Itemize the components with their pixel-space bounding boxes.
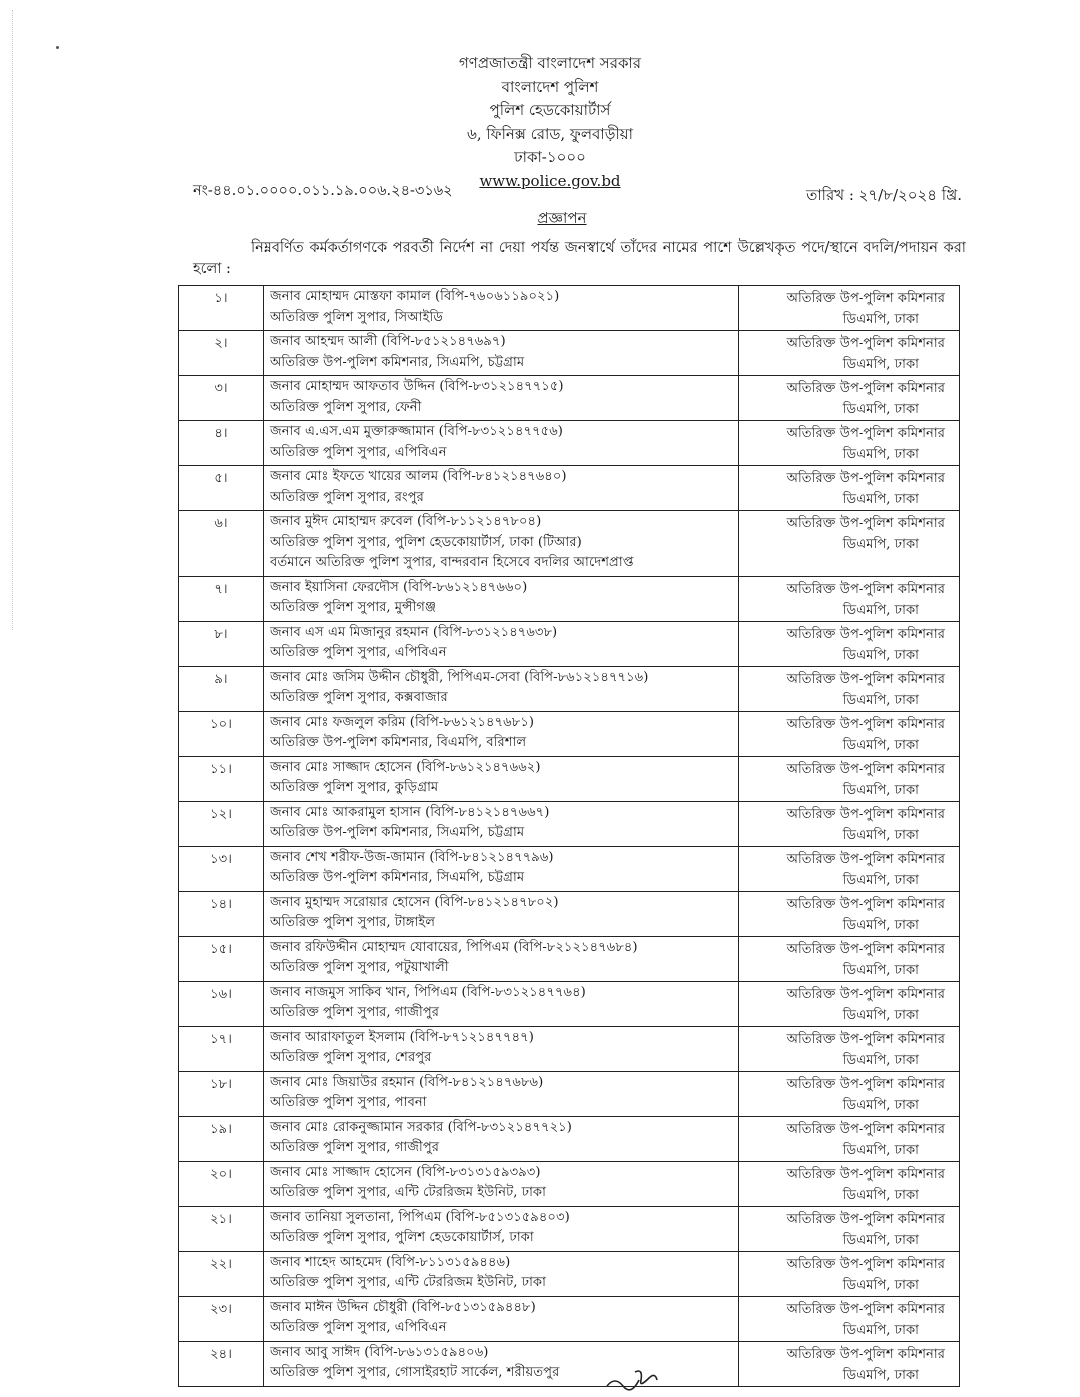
officer-name: জনাব মাঈন উদ্দিন চৌধুরী (বিপি-৮৫১৩১৫৯৪৪৮) bbox=[270, 1299, 536, 1315]
new-post-unit: ডিএমপি, ঢাকা bbox=[842, 1052, 919, 1068]
page-number-scribble bbox=[605, 1366, 665, 1392]
new-posting-cell bbox=[739, 286, 960, 331]
table-row bbox=[179, 376, 960, 421]
new-posting-cell bbox=[739, 981, 960, 1026]
new-posting-cell bbox=[739, 1026, 960, 1071]
table-row bbox=[179, 666, 960, 711]
transfer-table bbox=[178, 285, 960, 1387]
new-posting-cell bbox=[739, 936, 960, 981]
new-post-unit: ডিএমপি, ঢাকা bbox=[842, 1367, 919, 1383]
new-posting-cell bbox=[739, 331, 960, 376]
serial-number: ১৩। bbox=[179, 846, 264, 891]
new-post-unit: ডিএমপি, ঢাকা bbox=[842, 647, 919, 663]
new-posting-cell bbox=[739, 1251, 960, 1296]
current-posting: অতিরিক্ত পুলিশ সুপার, শেরপুর bbox=[270, 1050, 432, 1065]
table-row bbox=[179, 1161, 960, 1206]
new-post-unit: ডিএমপি, ঢাকা bbox=[842, 1232, 919, 1248]
new-post-title: অতিরিক্ত উপ-পুলিশ কমিশনার bbox=[786, 381, 945, 396]
serial-number: ৮। bbox=[179, 621, 264, 666]
officer-name: জনাব মোঃ আকরামুল হাসান (বিপি-৮৪১২১৪৭৬৬৭) bbox=[270, 804, 550, 820]
officer-cell bbox=[264, 711, 739, 756]
current-posting: অতিরিক্ত পুলিশ সুপার, রংপুর bbox=[270, 489, 424, 505]
letterhead-city: ঢাকা-১০০০ bbox=[514, 148, 586, 166]
current-posting: অতিরিক্ত পুলিশ সুপার, পুলিশ হেডকোয়ার্টার্স, ঢাকা bbox=[270, 1230, 534, 1245]
current-posting: অতিরিক্ত পুলিশ সুপার, টাঙ্গাইল bbox=[270, 915, 436, 930]
new-post-title: অতিরিক্ত উপ-পুলিশ কমিশনার bbox=[786, 471, 945, 486]
officer-cell bbox=[264, 891, 739, 936]
new-posting-cell bbox=[739, 846, 960, 891]
officer-name: জনাব ইয়াসিনা ফেরদৌস (বিপি-৮৬১২১৪৭৬৬০) bbox=[270, 579, 528, 595]
officer-name: জনাব মোহাম্মদ আফতাব উদ্দিন (বিপি-৮৩১২১৪৭৭১৫) bbox=[270, 379, 564, 394]
current-posting: অতিরিক্ত পুলিশ সুপার, পটুয়াখালী bbox=[270, 960, 449, 975]
serial-number: ১২। bbox=[179, 801, 264, 846]
memo-number: নং-৪৪.০১.০০০০.০১১.১৯.০০৬.২৪-৩১৬২ bbox=[193, 183, 453, 199]
table-row bbox=[179, 1341, 960, 1386]
letterhead-department: বাংলাদেশ পুলিশ bbox=[501, 77, 599, 96]
serial-number: ১৯। bbox=[179, 1116, 264, 1161]
new-post-unit: ডিএমপি, ঢাকা bbox=[842, 1142, 919, 1158]
current-posting: অতিরিক্ত উপ-পুলিশ কমিশনার, সিএমপি, চট্টগ্রাম bbox=[270, 825, 525, 840]
letterhead-website-link[interactable]: www.police.gov.bd bbox=[479, 171, 621, 190]
table-row bbox=[179, 621, 960, 666]
table-row bbox=[179, 576, 960, 621]
serial-number: ১০। bbox=[179, 711, 264, 756]
officer-name: জনাব মোঃ সাজ্জাদ হোসেন (বিপি-৮৩১৩১৫৯৩৯৩) bbox=[270, 1164, 541, 1180]
serial-number: ১৬। bbox=[179, 981, 264, 1026]
new-post-title: অতিরিক্ত উপ-পুলিশ কমিশনার bbox=[786, 1031, 945, 1047]
table-row bbox=[179, 1071, 960, 1116]
new-post-title: অতিরিক্ত উপ-পুলিশ কমিশনার bbox=[786, 1121, 945, 1137]
new-post-title: অতিরিক্ত উপ-পুলিশ কমিশনার bbox=[786, 896, 945, 912]
current-posting: অতিরিক্ত পুলিশ সুপার, কক্সবাজার bbox=[270, 690, 448, 705]
serial-number: ১১। bbox=[179, 756, 264, 801]
new-posting-cell bbox=[739, 576, 960, 621]
officer-name: জনাব মোঃ রোকনুজ্জামান সরকার (বিপি-৮৩১২১৪৭৭২১) bbox=[270, 1119, 572, 1135]
new-post-unit: ডিএমপি, ঢাকা bbox=[842, 1322, 919, 1338]
officer-cell bbox=[264, 1251, 739, 1296]
current-posting: অতিরিক্ত পুলিশ সুপার, কুড়িগ্রাম bbox=[270, 780, 439, 795]
officer-cell bbox=[264, 846, 739, 891]
serial-number: ৭। bbox=[179, 576, 264, 621]
officer-name: জনাব রফিউদ্দীন মোহাম্মদ যোবায়ের, পিপিএম (বিপি-৮২১২১৪৭৬৮৪) bbox=[270, 939, 638, 955]
table-row bbox=[179, 891, 960, 936]
officer-name: জনাব শাহেদ আহমেদ (বিপি-৮১১৩১৫৯৪৪৬) bbox=[270, 1254, 511, 1270]
current-posting: অতিরিক্ত পুলিশ সুপার, সিআইডি bbox=[270, 309, 443, 325]
new-post-title: অতিরিক্ত উপ-পুলিশ কমিশনার bbox=[786, 426, 945, 441]
table-row bbox=[179, 801, 960, 846]
table-row bbox=[179, 981, 960, 1026]
officer-name: জনাব মোঃ ইফতে খায়ের আলম (বিপি-৮৪১২১৪৭৬৪০) bbox=[270, 469, 567, 484]
table-row bbox=[179, 846, 960, 891]
intro-paragraph: নিম্নবর্ণিত কর্মকর্তাগণকে পরবর্তী নির্দেশ না দেয়া পর্যন্ত জনস্বার্থে তাঁদের নামের পাশে উল্লেখকৃত পদে/স্থানে বদলি/পদায়ন করা হলো : bbox=[193, 240, 966, 277]
officer-cell bbox=[264, 466, 739, 511]
table-row bbox=[179, 756, 960, 801]
officer-name: জনাব মুহাম্মদ সরোয়ার হোসেন (বিপি-৮৪১২১৪৭৮০২) bbox=[270, 894, 559, 910]
table-row bbox=[179, 286, 960, 331]
officer-cell bbox=[264, 331, 739, 376]
serial-number: ৫। bbox=[179, 466, 264, 511]
new-post-unit: ডিএমপি, ঢাকা bbox=[842, 402, 919, 417]
officer-name: জনাব এস এম মিজানুর রহমান (বিপি-৮৩১২১৪৭৬৩৮) bbox=[270, 624, 558, 640]
new-post-unit: ডিএমপি, ঢাকা bbox=[842, 357, 919, 372]
new-posting-cell bbox=[739, 1296, 960, 1341]
current-posting: অতিরিক্ত উপ-পুলিশ কমিশনার, সিএমপি, চট্টগ্রাম bbox=[270, 870, 525, 885]
officer-name: জনাব তানিয়া সুলতানা, পিপিএম (বিপি-৮৫১৩১৫৯৪০৩) bbox=[270, 1209, 570, 1225]
officer-name: জনাব মোঃ সাজ্জাদ হোসেন (বিপি-৮৬১২১৪৭৬৬২) bbox=[270, 759, 541, 775]
officer-cell bbox=[264, 1341, 739, 1386]
letterhead-address: ৬, ফিনিক্স রোড, ফুলবাড়ীয়া bbox=[467, 124, 633, 143]
serial-number: ২১। bbox=[179, 1206, 264, 1251]
officer-name: জনাব আহম্মদ আলী (বিপি-৮৫১২১৪৭৬৯৭) bbox=[270, 334, 506, 349]
new-post-title: অতিরিক্ত উপ-পুলিশ কমিশনার bbox=[786, 716, 945, 732]
table-row bbox=[179, 1206, 960, 1251]
new-post-title: অতিরিক্ত উপ-পুলিশ কমিশনার bbox=[786, 291, 945, 306]
new-post-unit: ডিএমপি, ঢাকা bbox=[842, 917, 919, 933]
new-post-title: অতিরিক্ত উপ-পুলিশ কমিশনার bbox=[786, 581, 945, 597]
new-post-unit: ডিএমপি, ঢাকা bbox=[842, 1097, 919, 1113]
new-post-title: অতিরিক্ত উপ-পুলিশ কমিশনার bbox=[786, 986, 945, 1002]
current-posting: অতিরিক্ত উপ-পুলিশ কমিশনার, সিএমপি, চট্টগ্রাম bbox=[270, 354, 525, 370]
new-posting-cell bbox=[739, 511, 960, 577]
officer-cell bbox=[264, 1071, 739, 1116]
serial-number: ৪। bbox=[179, 421, 264, 466]
table-row bbox=[179, 1116, 960, 1161]
new-post-unit: ডিএমপি, ঢাকা bbox=[842, 872, 919, 888]
serial-number: ২৪। bbox=[179, 1341, 264, 1386]
officer-name: জনাব আরাফাতুল ইসলাম (বিপি-৮৭১২১৪৭৭৪৭) bbox=[270, 1029, 534, 1045]
current-posting: অতিরিক্ত পুলিশ সুপার, গাজীপুর bbox=[270, 1140, 440, 1155]
new-posting-cell bbox=[739, 376, 960, 421]
letterhead-government: গণপ্রজাতন্ত্রী বাংলাদেশ সরকার bbox=[458, 54, 642, 72]
notice-title: প্রজ্ঞাপন bbox=[537, 209, 587, 227]
new-posting-cell bbox=[739, 1161, 960, 1206]
new-post-unit: ডিএমপি, ঢাকা bbox=[842, 602, 919, 618]
serial-number: ২৩। bbox=[179, 1296, 264, 1341]
new-post-title: অতিরিক্ত উপ-পুলিশ কমিশনার bbox=[786, 1211, 945, 1227]
officer-cell bbox=[264, 376, 739, 421]
transfer-note: বর্তমানে অতিরিক্ত পুলিশ সুপার, বান্দরবান হিসেবে বদলির আদেশপ্রাপ্ত bbox=[270, 555, 634, 570]
table-row bbox=[179, 1026, 960, 1071]
scan-margin-marks bbox=[12, 10, 19, 630]
serial-number: ১৭। bbox=[179, 1026, 264, 1071]
table-row bbox=[179, 511, 960, 577]
current-posting: অতিরিক্ত পুলিশ সুপার, পাবনা bbox=[270, 1095, 427, 1110]
new-posting-cell bbox=[739, 1071, 960, 1116]
current-posting: অতিরিক্ত উপ-পুলিশ কমিশনার, বিএমপি, বরিশাল bbox=[270, 735, 527, 750]
new-post-title: অতিরিক্ত উপ-পুলিশ কমিশনার bbox=[786, 516, 945, 531]
new-post-unit: ডিএমপি, ঢাকা bbox=[842, 1007, 919, 1023]
current-posting: অতিরিক্ত পুলিশ সুপার, এপিবিএন bbox=[270, 444, 447, 460]
serial-number: ১৪। bbox=[179, 891, 264, 936]
current-posting: অতিরিক্ত পুলিশ সুপার, এপিবিএন bbox=[270, 645, 447, 660]
current-posting: অতিরিক্ত পুলিশ সুপার, পুলিশ হেডকোয়ার্টার্স, ঢাকা (টিআর) bbox=[270, 534, 582, 550]
new-posting-cell bbox=[739, 421, 960, 466]
new-post-title: অতিরিক্ত উপ-পুলিশ কমিশনার bbox=[786, 851, 945, 867]
officer-name: জনাব মোহাম্মদ মোস্তফা কামাল (বিপি-৭৬০৬১১৯০২১) bbox=[270, 289, 560, 304]
officer-cell bbox=[264, 936, 739, 981]
new-post-title: অতিরিক্ত উপ-পুলিশ কমিশনার bbox=[786, 761, 945, 777]
current-posting: অতিরিক্ত পুলিশ সুপার, গোসাইরহাট সার্কেল, শরীয়তপুর bbox=[270, 1365, 560, 1380]
officer-cell bbox=[264, 1116, 739, 1161]
officer-name: জনাব মোঃ ফজলুল করিম (বিপি-৮৬১২১৪৭৬৮১) bbox=[270, 714, 535, 730]
table-row bbox=[179, 421, 960, 466]
new-posting-cell bbox=[739, 891, 960, 936]
new-post-unit: ডিএমপি, ঢাকা bbox=[842, 692, 919, 708]
letterhead bbox=[350, 52, 750, 193]
table-row bbox=[179, 331, 960, 376]
officer-cell bbox=[264, 1206, 739, 1251]
letterhead-office: পুলিশ হেডকোয়ার্টার্স bbox=[489, 101, 611, 119]
serial-number: ২। bbox=[179, 331, 264, 376]
new-post-unit: ডিএমপি, ঢাকা bbox=[842, 312, 919, 327]
serial-number: ১৮। bbox=[179, 1071, 264, 1116]
officer-cell bbox=[264, 756, 739, 801]
serial-number: ২০। bbox=[179, 1161, 264, 1206]
officer-cell bbox=[264, 576, 739, 621]
table-row bbox=[179, 936, 960, 981]
table-row bbox=[179, 711, 960, 756]
officer-name: জনাব এ.এস.এম মুক্তারুজ্জামান (বিপি-৮৩১২১৪৭৭৫৬) bbox=[270, 424, 563, 439]
current-posting: অতিরিক্ত পুলিশ সুপার, মুন্সীগঞ্জ bbox=[270, 600, 437, 615]
new-post-title: অতিরিক্ত উপ-পুলিশ কমিশনার bbox=[786, 1346, 945, 1362]
table-row bbox=[179, 1251, 960, 1296]
officer-name: জনাব মুঈদ মোহাম্মদ রুবেল (বিপি-৮১১২১৪৭৮০৪) bbox=[270, 514, 542, 529]
current-posting: অতিরিক্ত পুলিশ সুপার, এন্টি টেররিজম ইউনিট, ঢাকা bbox=[270, 1185, 546, 1200]
current-posting: অতিরিক্ত পুলিশ সুপার, এন্টি টেররিজম ইউনিট, ঢাকা bbox=[270, 1275, 546, 1290]
new-post-title: অতিরিক্ত উপ-পুলিশ কমিশনার bbox=[786, 941, 945, 957]
new-posting-cell bbox=[739, 711, 960, 756]
new-posting-cell bbox=[739, 1341, 960, 1386]
officer-cell bbox=[264, 1161, 739, 1206]
scan-speck bbox=[56, 46, 59, 49]
new-posting-cell bbox=[739, 1116, 960, 1161]
serial-number: ১। bbox=[179, 286, 264, 331]
serial-number: ২২। bbox=[179, 1251, 264, 1296]
new-post-title: অতিরিক্ত উপ-পুলিশ কমিশনার bbox=[786, 1166, 945, 1182]
officer-cell bbox=[264, 801, 739, 846]
new-post-title: অতিরিক্ত উপ-পুলিশ কমিশনার bbox=[786, 626, 945, 642]
new-post-title: অতিরিক্ত উপ-পুলিশ কমিশনার bbox=[786, 806, 945, 822]
new-posting-cell bbox=[739, 756, 960, 801]
new-posting-cell bbox=[739, 621, 960, 666]
officer-name: জনাব নাজমুস সাকিব খান, পিপিএম (বিপি-৮৩১২১৪৭৭৬৪) bbox=[270, 984, 586, 1000]
new-post-title: অতিরিক্ত উপ-পুলিশ কমিশনার bbox=[786, 1076, 945, 1092]
new-post-unit: ডিএমপি, ঢাকা bbox=[842, 447, 919, 462]
current-posting: অতিরিক্ত পুলিশ সুপার, ফেনী bbox=[270, 399, 422, 415]
new-post-unit: ডিএমপি, ঢাকা bbox=[842, 492, 919, 507]
new-post-title: অতিরিক্ত উপ-পুলিশ কমিশনার bbox=[786, 336, 945, 351]
new-posting-cell bbox=[739, 466, 960, 511]
serial-number: ৬। bbox=[179, 511, 264, 577]
new-posting-cell bbox=[739, 666, 960, 711]
memo-date: তারিখ : ২৭/৮/২০২৪ খ্রি. bbox=[806, 186, 962, 204]
officer-name: জনাব শেখ শরীফ-উজ-জামান (বিপি-৮৪১২১৪৭৭৯৬) bbox=[270, 849, 554, 865]
new-post-title: অতিরিক্ত উপ-পুলিশ কমিশনার bbox=[786, 1301, 945, 1317]
new-post-unit: ডিএমপি, ঢাকা bbox=[842, 962, 919, 978]
new-post-title: অতিরিক্ত উপ-পুলিশ কমিশনার bbox=[786, 671, 945, 687]
table-row bbox=[179, 1296, 960, 1341]
officer-cell bbox=[264, 286, 739, 331]
officer-cell bbox=[264, 1296, 739, 1341]
new-post-unit: ডিএমপি, ঢাকা bbox=[842, 782, 919, 798]
serial-number: ৩। bbox=[179, 376, 264, 421]
officer-name: জনাব মোঃ জসিম উদ্দীন চৌধুরী, পিপিএম-সেবা (বিপি-৮৬১২১৪৭৭১৬) bbox=[270, 669, 649, 685]
new-post-unit: ডিএমপি, ঢাকা bbox=[842, 1277, 919, 1293]
new-post-unit: ডিএমপি, ঢাকা bbox=[842, 1187, 919, 1203]
new-post-unit: ডিএমপি, ঢাকা bbox=[842, 827, 919, 843]
table-row bbox=[179, 466, 960, 511]
current-posting: অতিরিক্ত পুলিশ সুপার, এপিবিএন bbox=[270, 1320, 447, 1335]
new-post-unit: ডিএমপি, ঢাকা bbox=[842, 737, 919, 753]
officer-name: জনাব মোঃ জিয়াউর রহমান (বিপি-৮৪১২১৪৭৬৮৬) bbox=[270, 1074, 544, 1090]
officer-name: জনাব আবু সাঈদ (বিপি-৮৬১৩১৫৯৪০৬) bbox=[270, 1344, 489, 1360]
officer-cell bbox=[264, 421, 739, 466]
serial-number: ৯। bbox=[179, 666, 264, 711]
current-posting: অতিরিক্ত পুলিশ সুপার, গাজীপুর bbox=[270, 1005, 440, 1020]
new-post-unit: ডিএমপি, ঢাকা bbox=[842, 537, 919, 552]
new-posting-cell bbox=[739, 1206, 960, 1251]
officer-cell bbox=[264, 666, 739, 711]
officer-cell bbox=[264, 511, 739, 577]
officer-cell bbox=[264, 1026, 739, 1071]
new-post-title: অতিরিক্ত উপ-পুলিশ কমিশনার bbox=[786, 1256, 945, 1272]
officer-cell bbox=[264, 621, 739, 666]
officer-cell bbox=[264, 981, 739, 1026]
serial-number: ১৫। bbox=[179, 936, 264, 981]
new-posting-cell bbox=[739, 801, 960, 846]
